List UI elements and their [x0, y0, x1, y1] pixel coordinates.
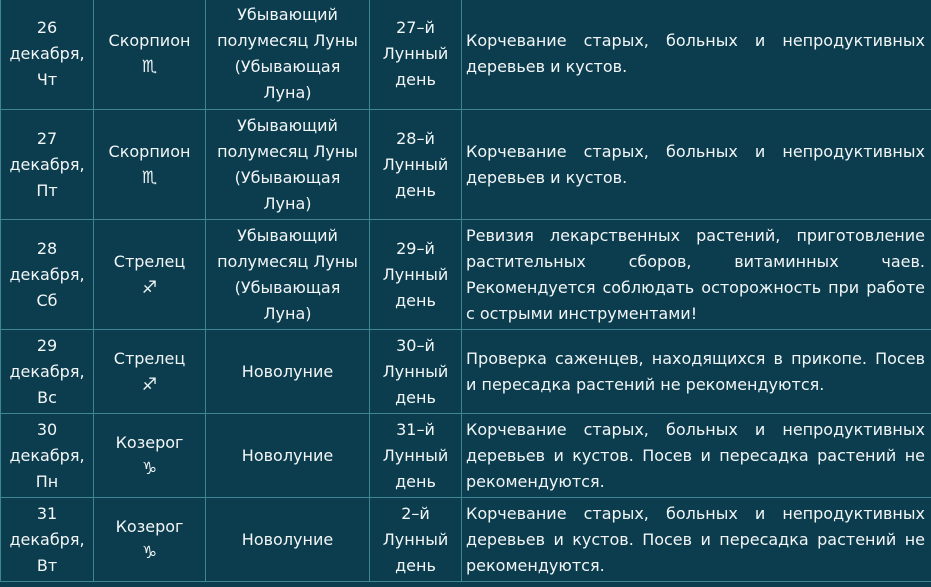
lunar-day-word: день	[395, 387, 436, 407]
recommendation-cell: Корчевание старых, больных и непродуктивных деревьев и кустов.	[462, 110, 931, 220]
table-row	[1, 414, 931, 498]
lunar-day-number: 2–й	[401, 503, 430, 523]
date-cell	[1, 110, 94, 220]
zodiac-name: Козерог	[115, 432, 184, 452]
date-day: 29	[36, 335, 58, 355]
moon-phase-line: (Убывающая	[234, 277, 341, 297]
date-day: 27	[36, 128, 58, 148]
date-cell	[1, 330, 94, 414]
lunar-day-word: день	[395, 290, 436, 310]
date-month: декабря,	[9, 264, 85, 284]
date-month: декабря,	[9, 154, 85, 174]
date-month: декабря,	[9, 361, 85, 381]
date-day: 30	[36, 419, 58, 439]
table-row	[1, 0, 931, 110]
moon-phase-cell	[206, 414, 370, 498]
zodiac-cell	[94, 414, 206, 498]
date-day: 26	[36, 18, 58, 37]
lunar-day-cell	[370, 498, 462, 582]
lunar-day-number: 31–й	[396, 419, 435, 439]
moon-phase-line: Луна)	[263, 303, 312, 323]
lunar-day-label: Лунный	[382, 44, 449, 63]
zodiac-cell	[94, 330, 206, 414]
date-cell	[1, 220, 94, 330]
lunar-day-cell	[370, 330, 462, 414]
table-row	[1, 110, 931, 220]
lunar-day-label: Лунный	[382, 529, 449, 549]
recommendation-cell: Корчевание старых, больных и непродуктивных деревьев и кустов. Посев и пересадка растений не рекомендуются.	[462, 498, 931, 582]
zodiac-cell	[94, 110, 206, 220]
recommendation-cell: Проверка саженцев, находящихся в прикопе. Посев и пересадка растений не рекомендуются.	[462, 330, 931, 414]
moon-phase-line: Новолуние	[241, 445, 334, 465]
sagittarius-icon: ♐	[141, 374, 158, 395]
moon-phase-cell	[206, 220, 370, 330]
lunar-day-label: Лунный	[382, 154, 449, 174]
scorpio-icon: ♏	[141, 57, 158, 77]
moon-phase-line: (Убывающая	[234, 167, 341, 187]
moon-phase-line: полумесяц Луны	[217, 141, 358, 161]
recommendation-cell: Корчевание старых, больных и непродуктивных деревьев и кустов.	[462, 0, 931, 110]
sagittarius-icon: ♐	[141, 277, 158, 298]
date-weekday: Вс	[37, 387, 57, 407]
lunar-day-cell	[370, 110, 462, 220]
moon-phase-cell	[206, 330, 370, 414]
moon-phase-cell	[206, 110, 370, 220]
moon-phase-cell	[206, 0, 370, 110]
zodiac-name: Стрелец	[113, 251, 186, 271]
moon-phase-line: Убывающий	[237, 115, 338, 135]
lunar-day-label: Лунный	[382, 445, 449, 465]
moon-phase-line: полумесяц Луны	[217, 31, 358, 50]
moon-phase-line: Новолуние	[241, 361, 334, 381]
lunar-day-number: 28–й	[396, 128, 435, 148]
lunar-day-number: 30–й	[396, 335, 435, 355]
moon-phase-line: Луна)	[263, 193, 312, 213]
date-weekday: Вт	[36, 555, 58, 575]
moon-phase-line: (Убывающая	[234, 57, 341, 76]
lunar-day-cell	[370, 414, 462, 498]
lunar-day-word: день	[395, 70, 436, 89]
recommendation-cell: Корчевание старых, больных и непродуктивных деревьев и кустов. Посев и пересадка растений не рекомендуются.	[462, 414, 931, 498]
lunar-day-label: Лунный	[382, 361, 449, 381]
table-row	[1, 330, 931, 414]
moon-phase-line: Убывающий	[237, 225, 338, 245]
lunar-day-number: 29–й	[396, 238, 435, 258]
date-month: декабря,	[9, 445, 85, 465]
date-weekday: Пт	[36, 180, 58, 200]
zodiac-name: Скорпион	[108, 31, 191, 50]
moon-phase-cell	[206, 498, 370, 582]
date-cell	[1, 414, 94, 498]
lunar-day-label: Лунный	[382, 264, 449, 284]
date-cell	[1, 0, 94, 110]
lunar-day-word: день	[395, 180, 436, 200]
lunar-day-word: день	[395, 471, 436, 491]
scorpio-icon: ♏	[141, 167, 158, 188]
zodiac-name: Стрелец	[113, 348, 186, 368]
date-weekday: Сб	[36, 290, 58, 310]
date-day: 31	[36, 503, 58, 523]
moon-phase-line: Луна)	[263, 83, 312, 102]
recommendation-cell: Ревизия лекарственных растений, приготовление растительных сборов, витаминных чаев. Рекомендуется соблюдать осторожность при работе с острыми инструментами!	[462, 220, 931, 330]
date-weekday: Пн	[35, 471, 59, 491]
date-month: декабря,	[9, 529, 85, 549]
zodiac-name: Козерог	[115, 516, 184, 536]
moon-phase-line: Убывающий	[237, 5, 338, 24]
moon-phase-line: полумесяц Луны	[217, 251, 358, 271]
lunar-day-cell	[370, 220, 462, 330]
zodiac-cell	[94, 220, 206, 330]
zodiac-cell	[94, 0, 206, 110]
date-month: декабря,	[9, 44, 85, 63]
zodiac-cell	[94, 498, 206, 582]
date-cell	[1, 498, 94, 582]
table-row	[1, 220, 931, 330]
date-day: 28	[36, 238, 58, 258]
lunar-day-cell	[370, 0, 462, 110]
capricorn-icon: ♑	[141, 542, 158, 563]
table-row	[1, 498, 931, 582]
lunar-day-word: день	[395, 555, 436, 575]
moon-phase-line: Новолуние	[241, 529, 334, 549]
date-weekday: Чт	[36, 70, 58, 89]
zodiac-name: Скорпион	[108, 141, 191, 161]
capricorn-icon: ♑	[141, 458, 158, 479]
lunar-day-number: 27–й	[396, 18, 435, 37]
